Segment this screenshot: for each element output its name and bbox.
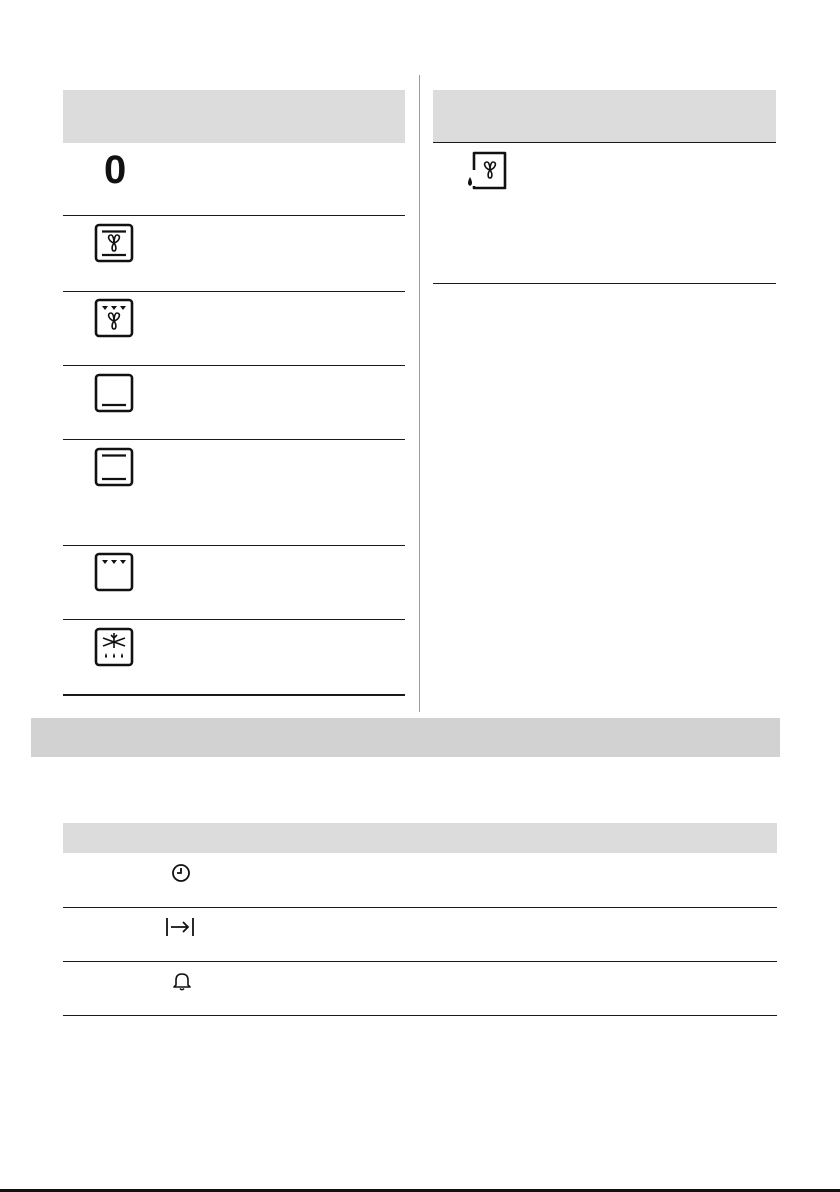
row-divider (63, 439, 405, 440)
bell-icon (172, 971, 192, 991)
row-divider (63, 619, 405, 620)
bottom-heat-icon (94, 373, 134, 413)
column-divider (419, 75, 420, 712)
section-heading-bar (31, 718, 780, 757)
clock-table-header (63, 823, 777, 853)
right-table-header (433, 90, 776, 142)
row-divider (63, 215, 405, 216)
conventional-cooking-icon (94, 447, 134, 487)
true-fan-cooking-icon (94, 223, 134, 263)
table-bottom-rule (63, 694, 405, 696)
duration-end-icon (164, 916, 196, 938)
row-divider (63, 907, 777, 908)
header-rule (433, 142, 776, 143)
table-bottom-rule (63, 1015, 777, 1016)
clock-icon (170, 862, 192, 884)
grill-fan-icon (94, 298, 134, 338)
row-divider (63, 291, 405, 292)
left-table-header (63, 90, 405, 143)
row-divider (433, 283, 776, 284)
defrost-icon (94, 627, 134, 667)
zero-position-icon: 0 (104, 148, 127, 192)
moist-fan-baking-icon (465, 150, 509, 192)
row-divider (63, 365, 405, 366)
row-divider (63, 961, 777, 962)
row-divider (63, 545, 405, 546)
grill-icon (94, 552, 134, 592)
